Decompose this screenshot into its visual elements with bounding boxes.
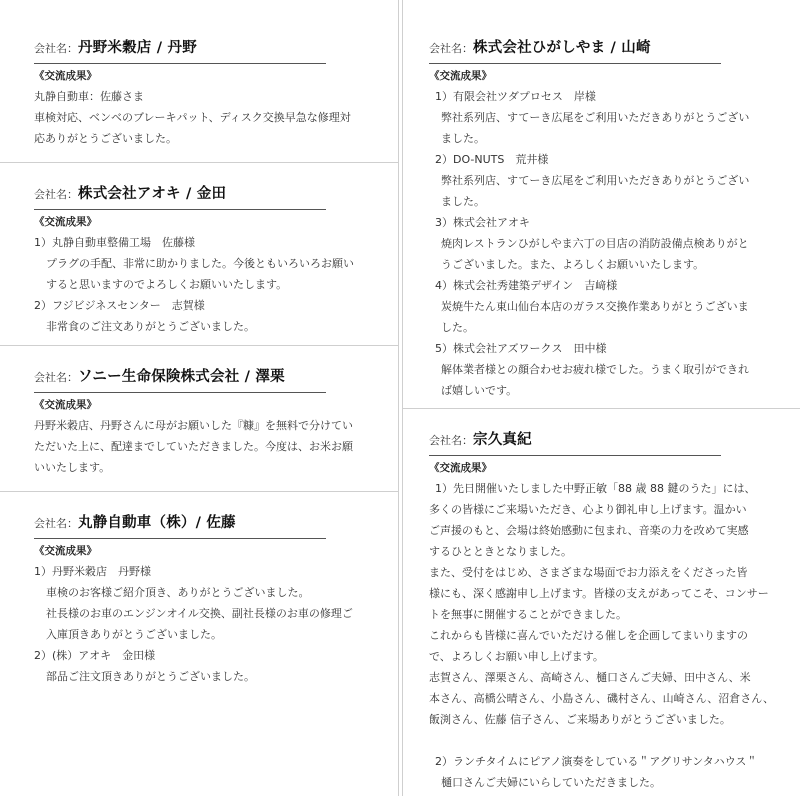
body-line: 解体業者様との顔合わせお疲れ様でした。うまく取引ができれ <box>441 363 749 376</box>
body-line: 多くの皆様にご来場いただき、心より御礼申し上げます。温かい <box>429 503 747 516</box>
section-body <box>429 478 774 793</box>
body-line: 様にも、深く感謝申し上げます。皆様の支えがあってこそ、コンサー <box>429 587 769 600</box>
company-name: 丸静自動車（株）/ 佐藤 <box>78 515 236 531</box>
body-line: 非常食のご注文ありがとうございました。 <box>46 320 255 333</box>
card-divider <box>0 162 398 163</box>
card-divider <box>0 345 398 346</box>
section-title: 《交流成果》 <box>34 216 97 228</box>
body-line: 丹野米穀店、丹野さんに母がお願いした『糠』を無料で分けてい <box>34 419 353 432</box>
body-line: 3）株式会社アオキ <box>435 216 530 229</box>
company-header <box>34 365 326 393</box>
body-line: 車検対応、ベンベのブレーキパット、ディスク交換早急な修理対 <box>34 111 351 124</box>
company-label: 会社名： <box>429 434 473 447</box>
body-line: 社長様のお車のエンジンオイル交換、副社長様のお車の修理ご <box>46 607 353 620</box>
body-line: 入庫頂きありがとうございました。 <box>46 628 222 641</box>
body-line: ば嬉しいです。 <box>441 384 518 397</box>
company-label: 会社名： <box>34 42 78 55</box>
company-label: 会社名： <box>429 42 473 55</box>
section-title: 《交流成果》 <box>429 462 492 474</box>
body-line: 志賀さん、澤栗さん、高崎さん、樋口さんご夫婦、田中さん、米 <box>429 671 751 684</box>
company-header <box>34 511 326 539</box>
company-name: 丹野米穀店 / 丹野 <box>78 40 197 56</box>
body-line: プラグの手配、非常に助かりました。今後ともいろいろお願い <box>46 257 354 270</box>
company-name: ソニー生命保険株式会社 / 澤栗 <box>78 369 285 385</box>
body-line: で、よろしくお願い申し上げます。 <box>429 650 604 663</box>
company-label: 会社名： <box>34 371 78 384</box>
body-line: 車検のお客様ご紹介頂き、ありがとうございました。 <box>46 586 310 599</box>
body-line: 炭焼牛たん東山仙台本店のガラス交換作業ありがとうございま <box>441 300 749 313</box>
blank-line <box>429 730 774 751</box>
section-body <box>429 86 749 401</box>
body-line: ご声援のもと、会場は終始感動に包まれ、音楽の力を改めて実感 <box>429 524 749 537</box>
right-column <box>402 0 800 796</box>
body-line: 2）フジビジネスセンター 志賀様 <box>34 299 205 312</box>
body-line: 部品ご注文頂きありがとうございました。 <box>46 670 255 683</box>
section-title: 《交流成果》 <box>34 545 97 557</box>
body-line: 1）丸静自動車整備工場 佐藤様 <box>34 236 195 249</box>
card-divider <box>403 408 800 409</box>
section-body <box>34 561 353 687</box>
section-body <box>34 415 353 478</box>
body-line: するひとときとなりました。 <box>429 545 572 558</box>
section-body <box>34 86 351 149</box>
section-title: 《交流成果》 <box>34 70 97 82</box>
body-line: トを無事に開催することができました。 <box>429 608 627 621</box>
body-line: 樋口さんご夫婦にいらしていただきました。 <box>441 776 661 789</box>
body-line: 応ありがとうございました。 <box>34 132 177 145</box>
body-line: 丸静自動車：佐藤さま <box>34 90 144 103</box>
company-header <box>429 428 721 456</box>
body-line: 焼肉レストランひがしやま六丁の目店の消防設備点検ありがと <box>441 237 749 250</box>
body-line: 2）ランチタイムにピアノ演奏をしている＂アグリサンタハウス＂ <box>435 755 758 768</box>
company-header <box>429 36 721 64</box>
body-line: これからも皆様に喜んでいただける催しを企画してまいりますの <box>429 629 748 642</box>
body-line: 飯渕さん、佐藤 信子さん、ご来場ありがとうございました。 <box>429 713 731 726</box>
body-line: 1）丹野米穀店 丹野様 <box>34 565 151 578</box>
company-header <box>34 182 326 210</box>
body-line: 2）DO-NUTS 荒井様 <box>435 153 549 166</box>
company-name: 株式会社ひがしやま / 山崎 <box>473 40 651 56</box>
card-divider <box>0 491 398 492</box>
section-title: 《交流成果》 <box>34 399 97 411</box>
body-line: 弊社系列店、すてーき広尾をご利用いただきありがとうござい <box>441 111 750 124</box>
body-line: また、受付をはじめ、さまざまな場面でお力添えをくださった皆 <box>429 566 748 579</box>
body-line: うございました。また、よろしくお願いいたします。 <box>441 258 705 271</box>
body-line: すると思いますのでよろしくお願いいたします。 <box>46 278 288 291</box>
body-line: いいたします。 <box>34 461 111 474</box>
company-name: 宗久真紀 <box>473 432 532 448</box>
body-line: 弊社系列店、すてーき広尾をご利用いただきありがとうござい <box>441 174 750 187</box>
left-column <box>0 0 399 796</box>
body-line: 1）有限会社ツダプロセス 岸様 <box>435 90 596 103</box>
company-name: 株式会社アオキ / 金田 <box>78 186 227 202</box>
company-label: 会社名： <box>34 517 78 530</box>
body-line: した。 <box>441 321 474 334</box>
body-line: ました。 <box>441 195 485 208</box>
body-line: 1）先日開催いたしました中野正敏「88 歳 88 鍵のうた」には、 <box>435 482 756 495</box>
body-line: ました。 <box>441 132 485 145</box>
company-header <box>34 36 326 64</box>
company-label: 会社名： <box>34 188 78 201</box>
body-line: 2）(株）アオキ 金田様 <box>34 649 156 662</box>
body-line: 本さん、高橋公晴さん、小島さん、磯村さん、山崎さん、沼倉さん、 <box>429 692 774 705</box>
body-line: ただいた上に、配達までしていただきました。今度は、お米お願 <box>34 440 353 453</box>
section-body <box>34 232 354 337</box>
section-title: 《交流成果》 <box>429 70 492 82</box>
body-line: 4）株式会社秀建築デザイン 吉﨑様 <box>435 279 618 292</box>
body-line: 5）株式会社アズワークス 田中様 <box>435 342 607 355</box>
